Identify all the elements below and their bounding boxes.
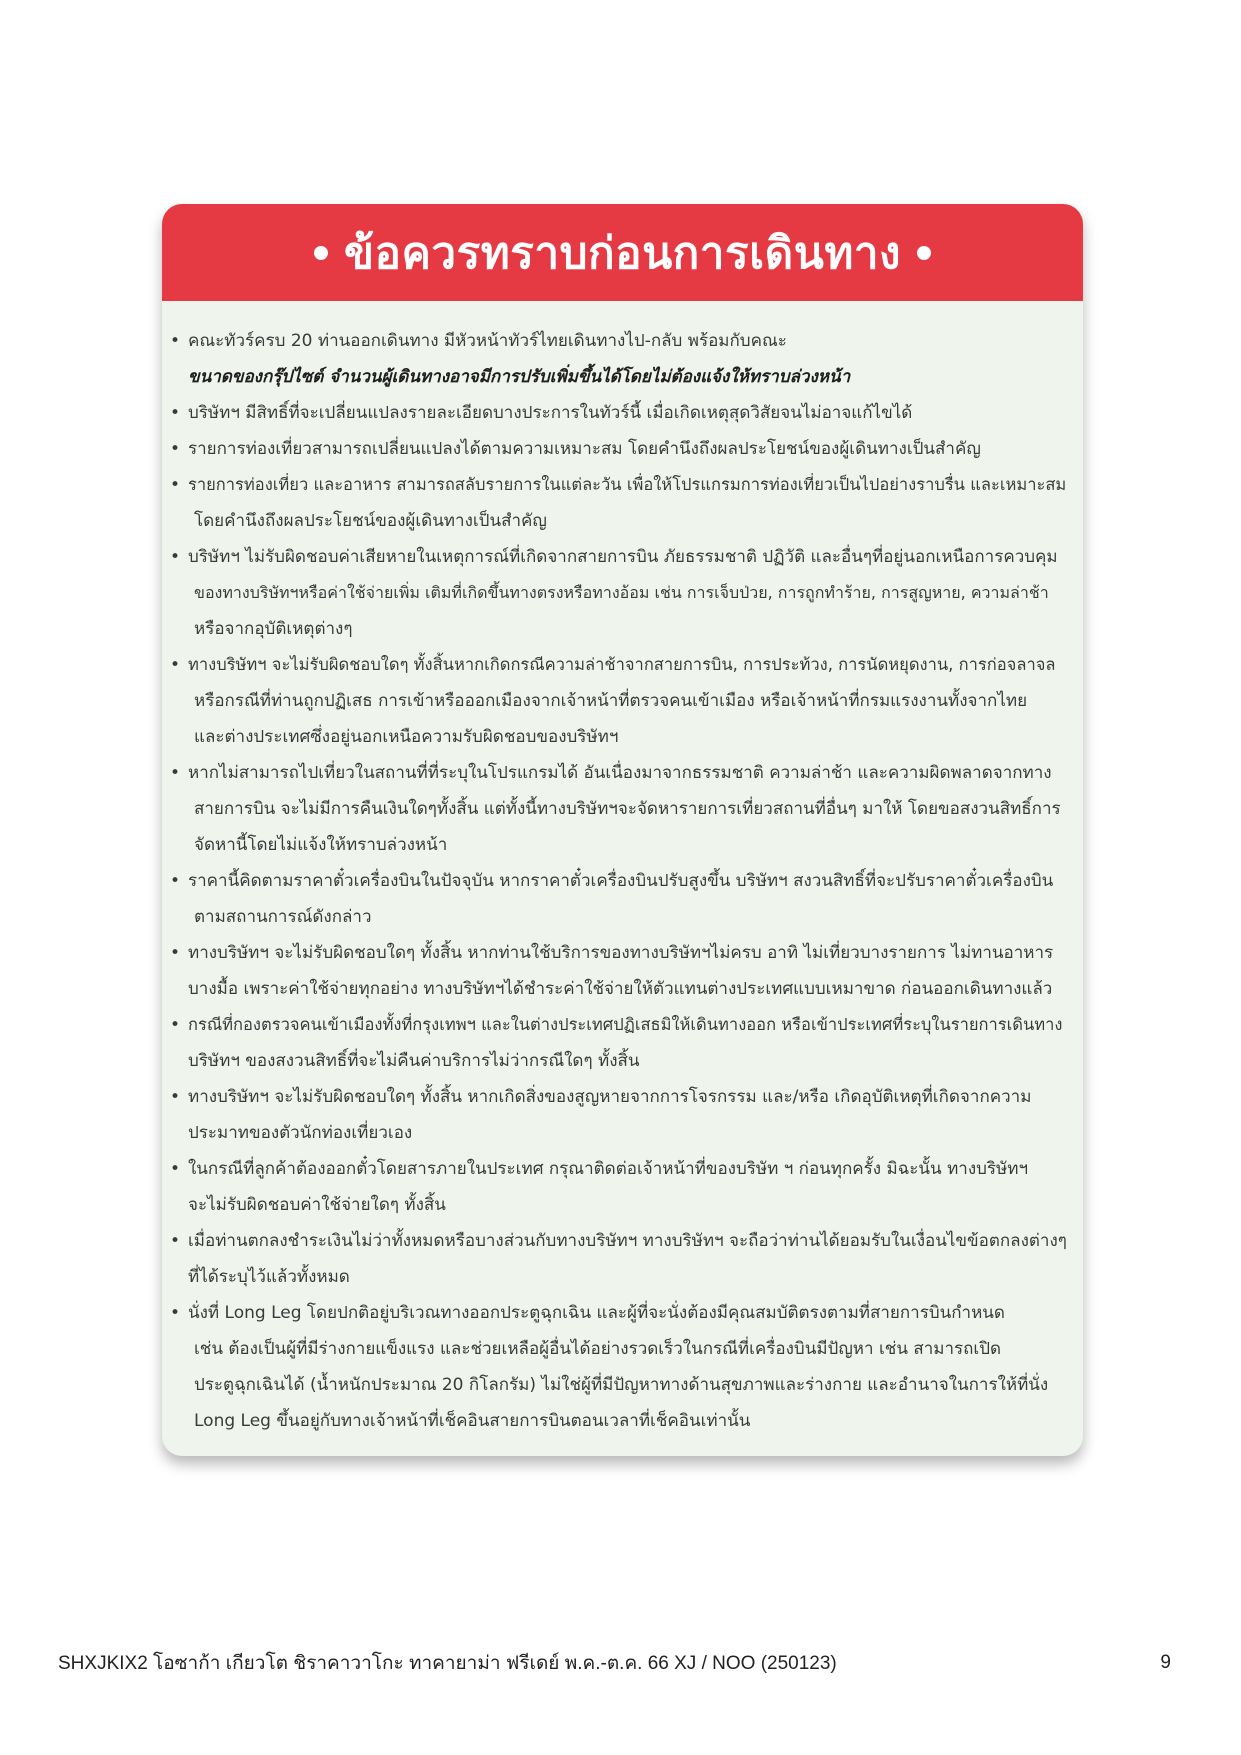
bullet-icon: • [170, 1087, 181, 1107]
notice-line: หากไม่สามารถไปเที่ยวในสถานที่ที่ระบุในโปรแกรมได้ อันเนื่องมาจากธรรมชาติ ความล่าช้า และความผิดพลาดจากทาง [188, 763, 1052, 783]
page-number: 9 [1160, 1652, 1171, 1673]
notice-item [170, 1223, 1069, 1295]
notice-item [170, 467, 1069, 539]
notice-line: ที่ได้ระบุไว้แล้วทั้งหมด [188, 1267, 350, 1287]
notice-list [162, 301, 1083, 1439]
notice-line: สายการบิน จะไม่มีการคืนเงินใดๆทั้งสิ้น แต่ทั้งนี้ทางบริษัทฯจะจัดหารายการเที่ยวสถานที่อื่นๆ มาให้ โดยขอสงวนสิทธิ์การ [194, 799, 1061, 819]
notice-emphasis-line: ขนาดของกรุ๊ปไซต์ จำนวนผู้เดินทางอาจมีการปรับเพิ่มขึ้นได้โดยไม่ต้องแจ้งให้ทราบล่วงหน้า [188, 367, 851, 387]
notice-line: ประตูฉุกเฉินได้ (น้ำหนักประมาณ 20 กิโลกรัม) ไม่ใช่ผู้ที่มีปัญหาทางด้านสุขภาพและร่างกาย และอำนาจในการให้ที่นั่ง [194, 1375, 1049, 1395]
notice-line: บางมื้อ เพราะค่าใช้จ่ายทุกอย่าง ทางบริษัทฯได้ชำระค่าใช้จ่ายให้ตัวแทนต่างประเทศแบบเหมาขาด ก่อนออกเดินทางแล้ว [188, 979, 1053, 999]
notice-item [170, 539, 1069, 647]
bullet-icon: • [170, 547, 181, 567]
notice-line: บริษัทฯ ของสงวนสิทธิ์ที่จะไม่คืนค่าบริการไม่ว่ากรณีใดๆ ทั้งสิ้น [188, 1051, 640, 1071]
notice-line: ประมาทของตัวนักท่องเที่ยวเอง [188, 1123, 413, 1143]
notice-line: หรือกรณีที่ท่านถูกปฏิเสธ การเข้าหรือออกเมืองจากเจ้าหน้าที่ตรวจคนเข้าเมือง หรือเจ้าหน้าที่กรมแรงงานทั้งจากไทย [194, 691, 1028, 711]
notice-line: นั่งที่ Long Leg โดยปกติอยู่บริเวณทางออกประตูฉุกเฉิน และผู้ที่จะนั่งต้องมีคุณสมบัติตรงตามที่สายการบินกำหนด [188, 1303, 1005, 1323]
notice-line: Long Leg ขึ้นอยู่กับทางเจ้าหน้าที่เช็คอินสายการบินตอนเวลาที่เช็คอินเท่านั้น [194, 1411, 751, 1431]
notice-line: กรณีที่กองตรวจคนเข้าเมืองทั้งที่กรุงเทพฯ และในต่างประเทศปฏิเสธมิให้เดินทางออก หรือเข้าประเทศที่ระบุในรายการเดินทาง [188, 1015, 1063, 1034]
notice-line: ของทางบริษัทฯหรือค่าใช้จ่ายเพิ่ม เติมที่เกิดขึ้นทางตรงหรือทางอ้อม เช่น การเจ็บป่วย, การถูกทำร้าย, การสูญหาย, ความล่าช้า [194, 583, 1049, 602]
card-header [162, 204, 1083, 301]
notice-line: จะไม่รับผิดชอบค่าใช้จ่ายใดๆ ทั้งสิ้น [188, 1195, 446, 1215]
notice-item [170, 1007, 1069, 1079]
footer-program-text: SHXJKIX2 โอซาก้า เกียวโต ชิราคาวาโกะ ทาคายาม่า ฟรีเดย์ พ.ค.-ต.ค. 66 XJ / NOO (250123) [58, 1653, 837, 1674]
notice-line: ในกรณีที่ลูกค้าต้องออกตั๋วโดยสารภายในประเทศ กรุณาติดต่อเจ้าหน้าที่ของบริษัท ฯ ก่อนทุกครั้ง มิฉะนั้น ทางบริษัทฯ [188, 1159, 1028, 1179]
bullet-dot-right-icon [917, 246, 931, 260]
notice-line: จัดหานี้โดยไม่แจ้งให้ทราบล่วงหน้า [194, 835, 448, 855]
page-footer [58, 1649, 1183, 1677]
bullet-icon: • [170, 763, 181, 783]
notice-line: รายการท่องเที่ยวสามารถเปลี่ยนแปลงได้ตามความเหมาะสม โดยคำนึงถึงผลประโยชน์ของผู้เดินทางเป็นสำคัญ [188, 439, 981, 459]
notice-line: โดยคำนึงถึงผลประโยชน์ของผู้เดินทางเป็นสำคัญ [194, 511, 547, 531]
notice-line: คณะทัวร์ครบ 20 ท่านออกเดินทาง มีหัวหน้าทัวร์ไทยเดินทางไป-กลับ พร้อมกับคณะ [188, 331, 787, 351]
notice-item [170, 1079, 1069, 1151]
bullet-icon: • [170, 439, 181, 459]
notice-item [170, 1295, 1069, 1439]
notice-line: รายการท่องเที่ยว และอาหาร สามารถสลับรายการในแต่ละวัน เพื่อให้โปรแกรมการท่องเที่ยวเป็นไปอย่างราบรื่น และเหมาะสม [188, 475, 1067, 494]
notice-line: ตามสถานการณ์ดังกล่าว [194, 907, 372, 927]
notice-line: และต่างประเทศซึ่งอยู่นอกเหนือความรับผิดชอบของบริษัทฯ [194, 727, 619, 747]
notice-item [170, 647, 1069, 755]
bullet-icon: • [170, 331, 181, 351]
bullet-icon: • [170, 1159, 181, 1179]
notice-item [170, 935, 1069, 1007]
travel-notice-card [162, 204, 1083, 1456]
card-title: ข้อควรทราบก่อนการเดินทาง [343, 227, 902, 279]
notice-line: ทางบริษัทฯ จะไม่รับผิดชอบใดๆ ทั้งสิ้น หากเกิดสิ่งของสูญหายจากการโจรกรรม และ/หรือ เกิดอุบัติเหตุที่เกิดจากความ [188, 1087, 1032, 1107]
notice-line: เมื่อท่านตกลงชำระเงินไม่ว่าทั้งหมดหรือบางส่วนกับทางบริษัทฯ ทางบริษัทฯ จะถือว่าท่านได้ยอมรับในเงื่อนไขข้อตกลงต่างๆ [188, 1231, 1067, 1251]
notice-line: หรือจากอุบัติเหตุต่างๆ [194, 619, 353, 639]
notice-item [170, 323, 1069, 395]
notice-line: บริษัทฯ มีสิทธิ์ที่จะเปลี่ยนแปลงรายละเอียดบางประการในทัวร์นี้ เมื่อเกิดเหตุสุดวิสัยจนไม่อาจแก้ไขได้ [188, 403, 913, 423]
notice-item [170, 1151, 1069, 1223]
notice-item [170, 863, 1069, 935]
bullet-dot-left-icon [314, 246, 328, 260]
notice-line: บริษัทฯ ไม่รับผิดชอบค่าเสียหายในเหตุการณ์ที่เกิดจากสายการบิน ภัยธรรมชาติ ปฏิวัติ และอื่นๆที่อยู่นอกเหนือการควบคุม [188, 547, 1058, 567]
notice-line: ทางบริษัทฯ จะไม่รับผิดชอบใดๆ ทั้งสิ้นหากเกิดกรณีความล่าช้าจากสายการบิน, การประท้วง, การนัดหยุดงาน, การก่อจลาจล [188, 655, 1056, 674]
bullet-icon: • [170, 655, 181, 675]
bullet-icon: • [170, 1231, 181, 1251]
notice-line: ทางบริษัทฯ จะไม่รับผิดชอบใดๆ ทั้งสิ้น หากท่านใช้บริการของทางบริษัทฯไม่ครบ อาทิ ไม่เที่ยวบางรายการ ไม่ทานอาหาร [188, 943, 1054, 963]
notice-line: ราคานี้คิดตามราคาตั๋วเครื่องบินในปัจจุบัน หากราคาตั๋วเครื่องบินปรับสูงขึ้น บริษัทฯ สงวนสิทธิ์ที่จะปรับราคาตั๋วเครื่องบิน [188, 871, 1054, 891]
bullet-icon: • [170, 1015, 181, 1035]
notice-line: เช่น ต้องเป็นผู้ที่มีร่างกายแข็งแรง และช่วยเหลือผู้อื่นได้อย่างรวดเร็วในกรณีที่เครื่องบินมีปัญหา เช่น สามารถเปิด [194, 1339, 1002, 1359]
bullet-icon: • [170, 475, 181, 495]
bullet-icon: • [170, 1303, 181, 1323]
notice-item [170, 431, 1069, 467]
notice-item [170, 395, 1069, 431]
bullet-icon: • [170, 943, 181, 963]
notice-item [170, 755, 1069, 863]
bullet-icon: • [170, 403, 181, 423]
bullet-icon: • [170, 871, 181, 891]
